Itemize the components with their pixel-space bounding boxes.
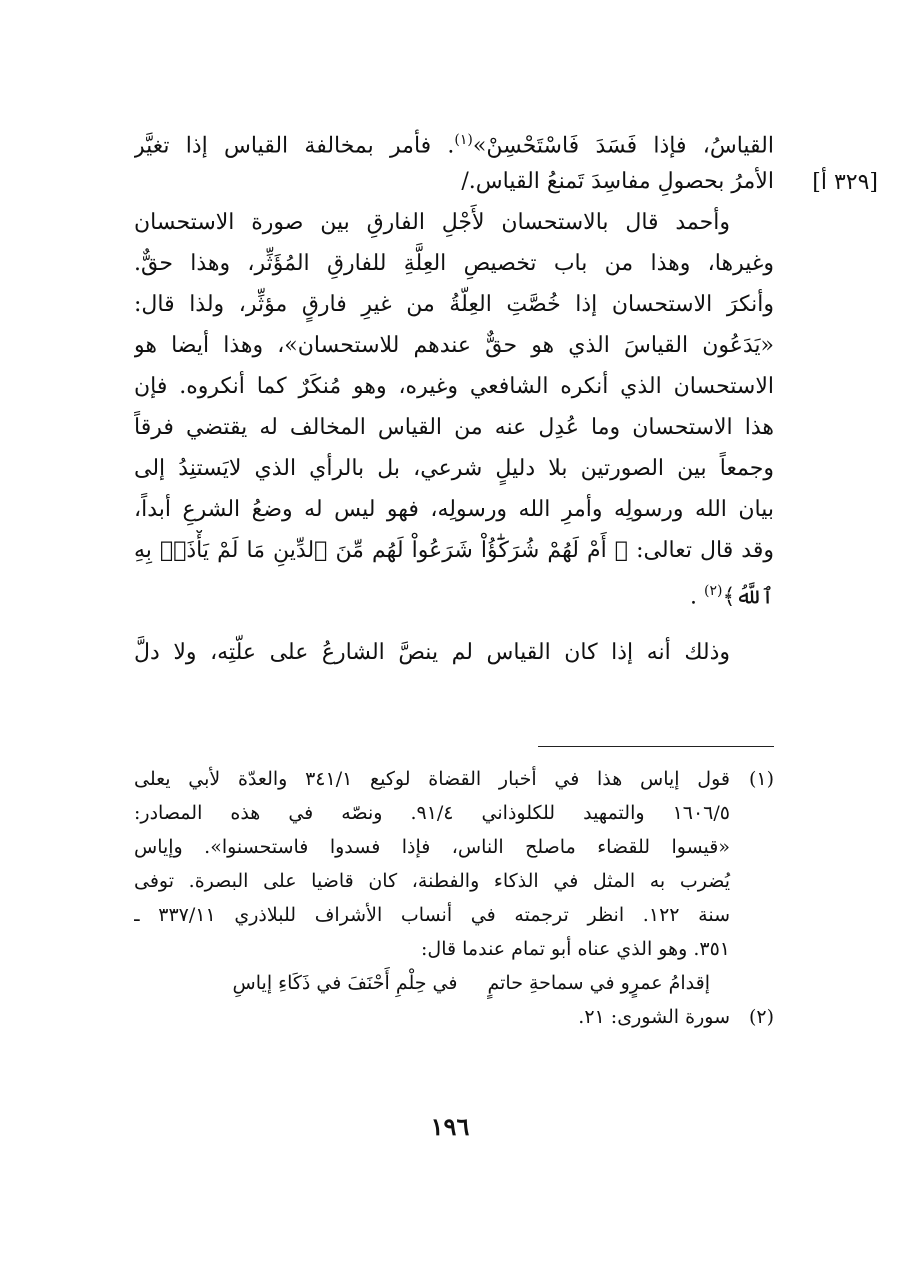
footnote-line: ١٦٠٦/٥ والتمهيد للكلوذاني ٩١/٤. ونصّه في هذه المصادر: [134, 802, 730, 824]
poetry-verse [134, 966, 774, 1000]
footnote-ref: (١) [454, 132, 473, 148]
text-line: بيان الله ورسولِه وأمرِ الله ورسولِه، فهو ليس له وضعُ الشرعِ أبداً، [134, 497, 774, 522]
period: . [689, 584, 697, 610]
footnote-separator [538, 746, 774, 747]
footnote-text: سورة الشورى: ٢١. [578, 1006, 730, 1028]
footnote-line: يُضرب به المثل في الذكاء والفطنة، كان قاضيا على البصرة. توفى [134, 870, 730, 892]
text-line: وأنكرَ الاستحسان إذا خُصَّتِ العِلّةُ من غيرِ فارقٍ مؤثِّر، ولذا قال: [134, 292, 774, 317]
footnote-line [134, 1000, 774, 1034]
line-segment: القياسُ، فإذا فَسَدَ فَاسْتَحْسِنْ» [472, 133, 774, 159]
text-line: وغيرها، وهذا من باب تخصيصِ العِلَّةِ للفارقِ المُؤَثِّر، وهذا حقٌّ. [134, 251, 774, 276]
main-text-block [134, 120, 774, 673]
line-segment: وقد قال تعالى: [636, 538, 774, 563]
footnote-number: (١) [748, 768, 774, 790]
footnote-line [134, 762, 774, 796]
footnote-line: «قيسوا للقضاء ماصلح الناس، فإذا فسدوا فاستحسنوا». وإياس [134, 836, 730, 858]
text-line [134, 571, 774, 612]
footnote-line: سنة ١٢٢. انظر ترجمته في أنساب الأشراف للبلاذري ٣٣٧/١١ ـ [134, 904, 731, 926]
paragraph-start-line: وأحمد قال بالاستحسان لأَجْلِ الفارقِ بين صورة الاستحسان [134, 210, 730, 235]
text-line [134, 530, 774, 571]
page-number: ١٩٦ [430, 1112, 470, 1141]
text-line: الأمرُ بحصولِ مفاسِدَ تَمنعُ القياس./ [461, 169, 774, 194]
text-line: هذا الاستحسان وما عُدِل عنه من القياس المخالف له يقتضي فرقاً [134, 415, 774, 440]
text-line: القياسُ، فإذا فَسَدَ فَاسْتَحْسِنْ»$^{(١)}$. فأمر بمخالفة القياس إذا تغيَّر [134, 132, 774, 159]
quran-close-bracket: ﴾ [722, 584, 736, 610]
text-line: وجمعاً بين الصورتين بلا دليلٍ شرعي، بل بالرأي الذي لايَستنِدُ إلى [134, 456, 774, 481]
verse-first-hemistich: إقدامُ عمرٍو في سماحةِ حاتمٍ [487, 972, 710, 994]
line-segment: فأمر بمخالفة القياس إذا تغيَّر [134, 133, 432, 159]
manuscript-folio-marker: [٣٢٩ أ] [812, 170, 878, 195]
footnote-number: (٢) [748, 1006, 774, 1028]
paragraph-start-line: وذلك أنه إذا كان القياس لم ينصَّ الشارعُ على علّتِه، ولا دلَّ [134, 640, 730, 665]
footnote-text: قول إياس هذا في أخبار القضاة لوكيع ٣٤١/١ والعدّة لأبي يعلى [134, 768, 730, 790]
footnote-line: ٣٥١. وهو الذي عناه أبو تمام عندما قال: [421, 938, 730, 960]
text-line: «يَدَعُون القياسَ الذي هو حقٌّ عندهم للاستحسان»، وهذا أيضا هو [134, 333, 774, 358]
verse-second-hemistich: في حِلْمِ أَحْنَفَ في ذَكَاءِ إياسِ [232, 972, 458, 994]
quran-verse-end: ٱللَّهُ [735, 584, 774, 610]
text-line: الاستحسان الذي أنكره الشافعي وغيره، وهو مُنكَرٌ كما أنكروه. فإن [134, 374, 774, 399]
footnote-ref: (٢) [703, 583, 723, 599]
footnotes-block [134, 762, 774, 1034]
quran-verse: ﴿ أَمْ لَهُمْ شُرَكَٰٓؤُاْ شَرَعُواْ لَهُم مِّنَ ٱلدِّينِ مَا لَمْ يَأْذَنۢ بِهِ [134, 538, 628, 563]
